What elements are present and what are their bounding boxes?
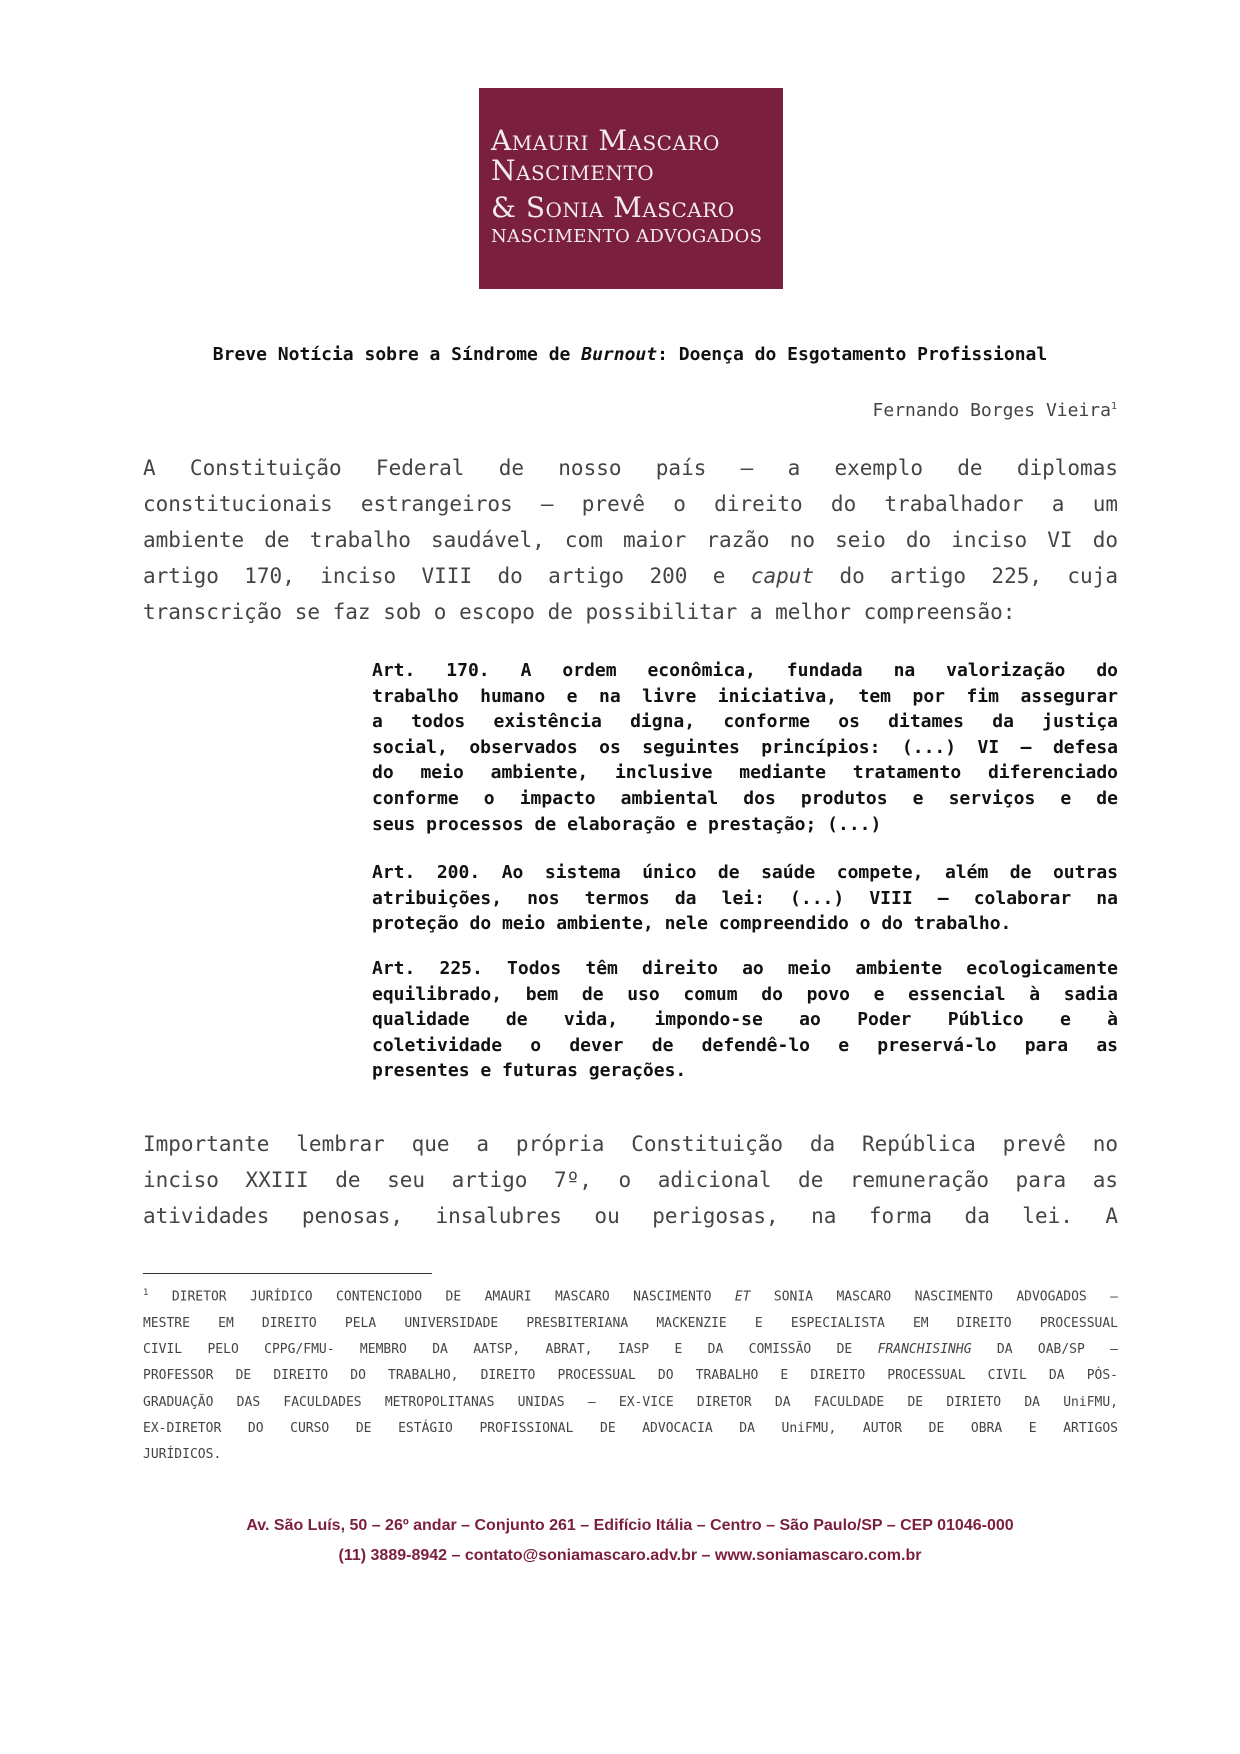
paragraph-italic: caput: [750, 564, 815, 588]
footnote-italic: ET: [734, 1289, 751, 1305]
quote-line: trabalho humano e na livre iniciativa, tem por fim assegurar: [372, 685, 1118, 707]
quote-art-170: [372, 658, 1118, 837]
footnote-divider: [143, 1273, 432, 1274]
footer-contact: (11) 3889-8942 – contato@soniamascaro.adv.br – www.soniamascaro.com.br: [338, 1547, 922, 1564]
quote-line: qualidade de vida, impondo-se ao Poder Público e à: [372, 1009, 1118, 1031]
quote-line: conforme o impacto ambiental dos produtos e serviços e de: [372, 787, 1118, 809]
paragraph-line: Importante lembrar que a própria Constituição da República prevê no: [143, 1132, 1118, 1156]
paragraph-2: [143, 1126, 1118, 1234]
paragraph-line: A Constituição Federal de nosso país – a exemplo de diplomas: [143, 456, 1118, 480]
quote-line: proteção do meio ambiente, nele compreendido o do trabalho.: [372, 913, 1012, 935]
footnote-line: [143, 1280, 1118, 1311]
author-line: [873, 400, 1117, 421]
quote-line: atribuições, nos termos da lei: (...) VIII – colaborar na: [372, 887, 1118, 909]
logo-line-1: Amauri Mascaro: [491, 124, 720, 157]
quote-line: coletividade o dever de defendê-lo e preservá-lo para as: [372, 1034, 1118, 1056]
quote-line: equilibrado, bem de uso comum do povo e essencial à sadia: [372, 983, 1118, 1005]
footnote-line: [143, 1337, 1118, 1363]
author-footnote-mark: 1: [1110, 401, 1117, 412]
logo-line-3: & Sonia Mascaro: [491, 191, 735, 224]
logo-line-2: Nascimento: [491, 154, 655, 187]
footnote-fragment: DIRETOR JURÍDICO CONTENCIODO DE AMAURI MASCARO NASCIMENTO: [148, 1289, 735, 1305]
document-title: [0, 344, 1240, 365]
title-part-1: Breve Notícia sobre a Síndrome de: [212, 344, 582, 365]
footer-address: Av. São Luís, 50 – 26º andar – Conjunto 261 – Edifício Itália – Centro – São Paulo/SP – CEP 01046-000: [246, 1517, 1014, 1534]
footnote-line: GRADUAÇÃO DAS FACULDADES METROPOLITANAS UNIDAS – EX-VICE DIRETOR DA FACULDADE DE DIRIETO DA UniFMU,: [143, 1394, 1118, 1410]
paragraph-line: ambiente de trabalho saudável, com maior razão no seio do inciso VI do: [143, 528, 1118, 552]
title-part-2: : Doença do Esgotamento Profissional: [657, 344, 1048, 365]
quote-line: Art. 170. A ordem econômica, fundada na valorização do: [372, 660, 1118, 681]
quote-line: presentes e futuras gerações.: [372, 1060, 687, 1082]
footnote-fragment: CIVIL PELO CPPG/FMU- MEMBRO DA AATSP, ABRAT, IASP E DA COMISSÃO DE: [143, 1341, 878, 1357]
quote-art-200: [372, 860, 1118, 937]
quote-line: a todos existência digna, conforme os ditames da justiça: [372, 711, 1118, 733]
paragraph-line: constitucionais estrangeiros – prevê o direito do trabalhador a um: [143, 492, 1118, 516]
logo-line-4: NASCIMENTO ADVOGADOS: [491, 226, 763, 247]
quote-line: Art. 225. Todos têm direito ao meio ambiente ecologicamente: [372, 958, 1118, 979]
author-name: Fernando Borges Vieira: [872, 400, 1111, 421]
quote-line: do meio ambiente, inclusive mediante tratamento diferenciado: [372, 762, 1118, 784]
footnote-line: PROFESSOR DE DIREITO DO TRABALHO, DIREITO PROCESSUAL DO TRABALHO E DIREITO PROCESSUAL CIVIL DA PÓS-: [143, 1368, 1118, 1384]
title-italic: Burnout: [581, 344, 658, 365]
footnote-italic: FRANCHISINHG: [877, 1341, 972, 1357]
footnote-line: MESTRE EM DIREITO PELA UNIVERSIDADE PRESBITERIANA MACKENZIE E ESPECIALISTA EM DIREITO PROCESSUAL: [143, 1315, 1118, 1331]
paragraph-line: transcrição se faz sob o escopo de possibilitar a melhor compreensão:: [143, 600, 1016, 624]
footnote-line: JURÍDICOS.: [143, 1447, 222, 1463]
paragraph-1: [143, 450, 1118, 630]
quote-line: seus processos de elaboração e prestação; (...): [372, 813, 882, 835]
footnote-fragment: DA OAB/SP –: [971, 1341, 1118, 1357]
firm-logo: [479, 88, 783, 289]
quote-line: social, observados os seguintes princípios: (...) VI – defesa: [372, 736, 1118, 758]
paragraph-fragment: artigo 170, inciso VIII do artigo 200 e: [143, 564, 751, 588]
paragraph-fragment: do artigo 225, cuja: [814, 564, 1118, 588]
paragraph-line: [143, 558, 1118, 594]
quote-art-225: [372, 956, 1118, 1084]
paragraph-line: inciso XXIII de seu artigo 7º, o adicional de remuneração para as: [143, 1168, 1118, 1192]
footnote-fragment: SONIA MASCARO NASCIMENTO ADVOGADOS –: [750, 1289, 1118, 1305]
paragraph-line: atividades penosas, insalubres ou perigosas, na forma da lei. A: [143, 1204, 1118, 1228]
footnote-line: EX-DIRETOR DO CURSO DE ESTÁGIO PROFISSIONAL DE ADVOCACIA DA UniFMU, AUTOR DE OBRA E ARTIGOS: [143, 1420, 1118, 1436]
footnote-mark: 1: [143, 1288, 149, 1298]
quote-line: Art. 200. Ao sistema único de saúde compete, além de outras: [372, 862, 1118, 883]
footnote: [143, 1280, 1118, 1468]
